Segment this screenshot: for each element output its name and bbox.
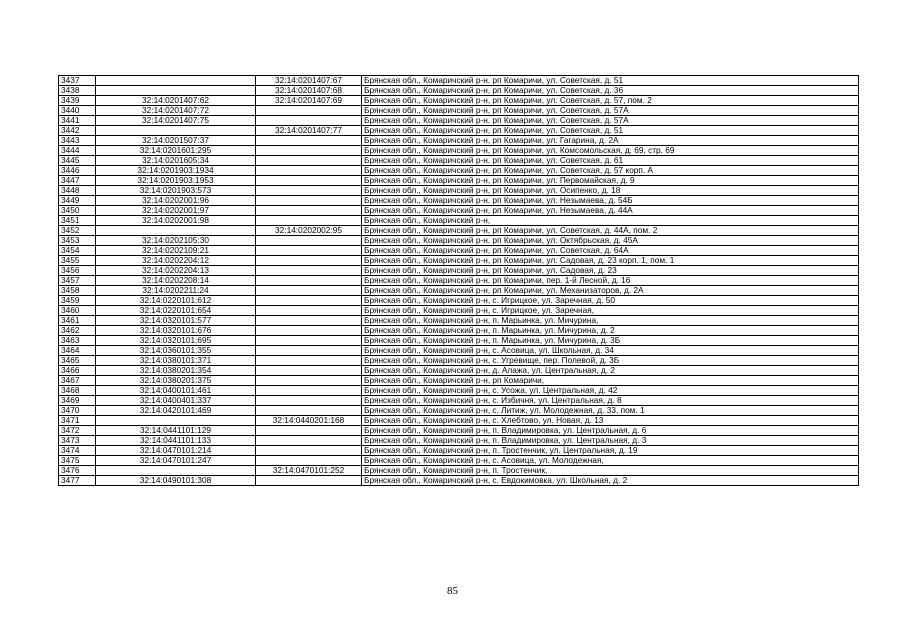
row-number-cell: 3472 xyxy=(59,426,96,436)
table-row xyxy=(59,126,859,136)
address-cell: Брянская обл., Комаричский р-н, п. Владимировка, ул. Центральная, д. 6 xyxy=(362,426,859,436)
table-row xyxy=(59,176,859,186)
cadastral-number-secondary-cell xyxy=(256,406,362,416)
registry-table-body xyxy=(59,76,859,486)
cadastral-number-secondary-cell xyxy=(256,346,362,356)
row-number-cell: 3453 xyxy=(59,236,96,246)
row-number-cell: 3457 xyxy=(59,276,96,286)
table-row xyxy=(59,356,859,366)
cadastral-number-cell: 32:14:0202001:97 xyxy=(96,206,256,216)
address-cell: Брянская обл., Комаричский р-н, п. Марьинка, ул. Мичурина, д. 2 xyxy=(362,326,859,336)
table-row xyxy=(59,266,859,276)
cadastral-number-secondary-cell: 32:14:0201407:67 xyxy=(256,76,362,86)
cadastral-number-cell: 32:14:0202105:30 xyxy=(96,236,256,246)
cadastral-number-cell: 32:14:0400401:337 xyxy=(96,396,256,406)
cadastral-number-cell xyxy=(96,416,256,426)
address-cell: Брянская обл., Комаричский р-н, п. Тростенчик, ул. Центральная, д. 19 xyxy=(362,446,859,456)
row-number-cell: 3441 xyxy=(59,116,96,126)
cadastral-number-secondary-cell xyxy=(256,166,362,176)
cadastral-number-secondary-cell xyxy=(256,206,362,216)
cadastral-number-secondary-cell xyxy=(256,356,362,366)
cadastral-number-secondary-cell xyxy=(256,186,362,196)
cadastral-number-secondary-cell xyxy=(256,216,362,226)
row-number-cell: 3455 xyxy=(59,256,96,266)
address-cell: Брянская обл., Комаричский р-н, с. Хлебтово, ул. Новая, д. 13 xyxy=(362,416,859,426)
cadastral-number-secondary-cell xyxy=(256,296,362,306)
cadastral-number-cell: 32:14:0202001:98 xyxy=(96,216,256,226)
address-cell: Брянская обл., Комаричский р-н, с. Игрицкое, ул. Заречная, xyxy=(362,306,859,316)
address-cell: Брянская обл., Комаричский р-н, рп Комаричи, ул. Комсомольская, д. 69, стр. 69 xyxy=(362,146,859,156)
table-row xyxy=(59,186,859,196)
address-cell: Брянская обл., Комаричский р-н, с. Евдокимовка, ул. Школьная, д. 2 xyxy=(362,476,859,486)
cadastral-number-secondary-cell xyxy=(256,436,362,446)
table-row xyxy=(59,436,859,446)
cadastral-number-secondary-cell xyxy=(256,316,362,326)
cadastral-number-secondary-cell xyxy=(256,136,362,146)
row-number-cell: 3439 xyxy=(59,96,96,106)
address-cell: Брянская обл., Комаричский р-н, с. Асовица, ул. Школьная, д. 34 xyxy=(362,346,859,356)
row-number-cell: 3469 xyxy=(59,396,96,406)
row-number-cell: 3451 xyxy=(59,216,96,226)
cadastral-number-secondary-cell: 32:14:0201407:77 xyxy=(256,126,362,136)
row-number-cell: 3465 xyxy=(59,356,96,366)
row-number-cell: 3446 xyxy=(59,166,96,176)
address-cell: Брянская обл., Комаричский р-н, рп Комаричи, ул. Советская, д. 57А xyxy=(362,116,859,126)
cadastral-number-secondary-cell xyxy=(256,446,362,456)
cadastral-number-secondary-cell xyxy=(256,176,362,186)
cadastral-number-cell xyxy=(96,226,256,236)
cadastral-number-cell: 32:14:0201903:1953 xyxy=(96,176,256,186)
address-cell: Брянская обл., Комаричский р-н, с. Угревище, пер. Полевой, д. 3Б xyxy=(362,356,859,366)
row-number-cell: 3448 xyxy=(59,186,96,196)
cadastral-number-cell: 32:14:0320101:577 xyxy=(96,316,256,326)
cadastral-number-secondary-cell: 32:14:0440201:168 xyxy=(256,416,362,426)
cadastral-number-secondary-cell xyxy=(256,456,362,466)
row-number-cell: 3442 xyxy=(59,126,96,136)
table-row xyxy=(59,316,859,326)
address-cell: Брянская обл., Комаричский р-н, рп Комаричи, ул. Советская, д. 36 xyxy=(362,86,859,96)
table-row xyxy=(59,476,859,486)
cadastral-number-secondary-cell: 32:14:0202002:95 xyxy=(256,226,362,236)
table-row xyxy=(59,86,859,96)
cadastral-number-cell: 32:14:0202204:13 xyxy=(96,266,256,276)
cadastral-number-cell: 32:14:0400101:461 xyxy=(96,386,256,396)
cadastral-number-secondary-cell xyxy=(256,256,362,266)
cadastral-number-cell xyxy=(96,76,256,86)
cadastral-number-cell: 32:14:0202109:21 xyxy=(96,246,256,256)
row-number-cell: 3440 xyxy=(59,106,96,116)
table-row xyxy=(59,256,859,266)
row-number-cell: 3463 xyxy=(59,336,96,346)
cadastral-number-secondary-cell: 32:14:0201407:69 xyxy=(256,96,362,106)
table-row xyxy=(59,196,859,206)
row-number-cell: 3477 xyxy=(59,476,96,486)
cadastral-number-secondary-cell xyxy=(256,196,362,206)
address-cell: Брянская обл., Комаричский р-н, рп Комаричи, ул. Механизаторов, д. 2А xyxy=(362,286,859,296)
address-cell: Брянская обл., Комаричский р-н, рп Комаричи, ул. Октябрьская, д. 45А xyxy=(362,236,859,246)
address-cell: Брянская обл., Комаричский р-н, с. Избичня, ул. Центральная, д. 8 xyxy=(362,396,859,406)
row-number-cell: 3468 xyxy=(59,386,96,396)
table-row xyxy=(59,206,859,216)
address-cell: Брянская обл., Комаричский р-н, рп Комаричи, ул. Советская, д. 57 корп. А xyxy=(362,166,859,176)
cadastral-number-cell: 32:14:0320101:695 xyxy=(96,336,256,346)
table-row xyxy=(59,116,859,126)
table-row xyxy=(59,456,859,466)
page-number: 85 xyxy=(447,585,458,597)
cadastral-number-cell: 32:14:0470101:247 xyxy=(96,456,256,466)
cadastral-number-cell: 32:14:0441101:133 xyxy=(96,436,256,446)
row-number-cell: 3449 xyxy=(59,196,96,206)
row-number-cell: 3470 xyxy=(59,406,96,416)
cadastral-number-secondary-cell xyxy=(256,276,362,286)
row-number-cell: 3459 xyxy=(59,296,96,306)
address-cell: Брянская обл., Комаричский р-н, рп Комаричи, ул. Советская, д. 57А xyxy=(362,106,859,116)
cadastral-number-cell: 32:14:0380201:375 xyxy=(96,376,256,386)
cadastral-number-cell: 32:14:0220101:654 xyxy=(96,306,256,316)
row-number-cell: 3438 xyxy=(59,86,96,96)
row-number-cell: 3474 xyxy=(59,446,96,456)
cadastral-number-secondary-cell: 32:14:0201407:68 xyxy=(256,86,362,96)
table-row xyxy=(59,466,859,476)
address-cell: Брянская обл., Комаричский р-н, с. Игрицкое, ул. Заречная, д. 50 xyxy=(362,296,859,306)
row-number-cell: 3452 xyxy=(59,226,96,236)
address-cell: Брянская обл., Комаричский р-н, рп Комаричи, пер. 1-й Лесной, д. 16 xyxy=(362,276,859,286)
table-row xyxy=(59,146,859,156)
table-row xyxy=(59,336,859,346)
row-number-cell: 3466 xyxy=(59,366,96,376)
address-cell: Брянская обл., Комаричский р-н, рп Комаричи, ул. Советская, д. 57, пом. 2 xyxy=(362,96,859,106)
cadastral-number-cell: 32:14:0360101:355 xyxy=(96,346,256,356)
address-cell: Брянская обл., Комаричский р-н, п. Владимировка, ул. Центральная, д. 3 xyxy=(362,436,859,446)
cadastral-number-secondary-cell xyxy=(256,396,362,406)
row-number-cell: 3464 xyxy=(59,346,96,356)
table-row xyxy=(59,246,859,256)
cadastral-number-cell: 32:14:0202001:96 xyxy=(96,196,256,206)
row-number-cell: 3467 xyxy=(59,376,96,386)
row-number-cell: 3475 xyxy=(59,456,96,466)
address-cell: Брянская обл., Комаричский р-н, рп Комаричи, ул. Первомайская, д. 9 xyxy=(362,176,859,186)
cadastral-number-secondary-cell xyxy=(256,116,362,126)
address-cell: Брянская обл., Комаричский р-н, рп Комаричи, ул. Осипенко, д. 18 xyxy=(362,186,859,196)
address-cell: Брянская обл., Комаричский р-н, рп Комаричи, ул. Советская, д. 64А xyxy=(362,246,859,256)
row-number-cell: 3458 xyxy=(59,286,96,296)
cadastral-number-secondary-cell xyxy=(256,246,362,256)
cadastral-number-cell: 32:14:0441101:129 xyxy=(96,426,256,436)
address-cell: Брянская обл., Комаричский р-н, рп Комаричи, ул. Незымаева, д. 44А xyxy=(362,206,859,216)
cadastral-number-cell: 32:14:0201601:295 xyxy=(96,146,256,156)
row-number-cell: 3447 xyxy=(59,176,96,186)
address-cell: Брянская обл., Комаричский р-н, рп Комаричи, ул. Незымаева, д. 54Б xyxy=(362,196,859,206)
cadastral-number-secondary-cell xyxy=(256,106,362,116)
table-row xyxy=(59,386,859,396)
table-row xyxy=(59,216,859,226)
address-cell: Брянская обл., Комаричский р-н, рп Комаричи, ул. Гагарина, д. 2А xyxy=(362,136,859,146)
address-cell: Брянская обл., Комаричский р-н, рп Комаричи, ул. Советская, д. 51 xyxy=(362,126,859,136)
cadastral-number-cell: 32:14:0201605:34 xyxy=(96,156,256,166)
address-cell: Брянская обл., Комаричский р-н, с. Асовица, ул. Молодежная, xyxy=(362,456,859,466)
cadastral-number-cell: 32:14:0470101:214 xyxy=(96,446,256,456)
table-row xyxy=(59,406,859,416)
row-number-cell: 3460 xyxy=(59,306,96,316)
cadastral-number-secondary-cell xyxy=(256,156,362,166)
cadastral-number-secondary-cell xyxy=(256,306,362,316)
address-cell: Брянская обл., Комаричский р-н, п. Тростенчик, xyxy=(362,466,859,476)
address-cell: Брянская обл., Комаричский р-н, xyxy=(362,216,859,226)
table-row xyxy=(59,376,859,386)
cadastral-number-cell: 32:14:0202211:24 xyxy=(96,286,256,296)
table-row xyxy=(59,276,859,286)
cadastral-number-cell: 32:14:0201903:1934 xyxy=(96,166,256,176)
cadastral-number-cell: 32:14:0380201:354 xyxy=(96,366,256,376)
cadastral-number-secondary-cell xyxy=(256,376,362,386)
table-row xyxy=(59,346,859,356)
table-row xyxy=(59,236,859,246)
cadastral-number-secondary-cell xyxy=(256,386,362,396)
cadastral-number-secondary-cell: 32:14:0470101:252 xyxy=(256,466,362,476)
table-row xyxy=(59,416,859,426)
row-number-cell: 3444 xyxy=(59,146,96,156)
row-number-cell: 3461 xyxy=(59,316,96,326)
address-cell: Брянская обл., Комаричский р-н, рп Комаричи, ул. Советская, д. 61 xyxy=(362,156,859,166)
table-row xyxy=(59,106,859,116)
cadastral-number-cell: 32:14:0201507:37 xyxy=(96,136,256,146)
row-number-cell: 3450 xyxy=(59,206,96,216)
table-row xyxy=(59,396,859,406)
cadastral-number-secondary-cell xyxy=(256,146,362,156)
cadastral-number-cell: 32:14:0220101:612 xyxy=(96,296,256,306)
table-row xyxy=(59,96,859,106)
table-row xyxy=(59,226,859,236)
cadastral-number-secondary-cell xyxy=(256,426,362,436)
row-number-cell: 3456 xyxy=(59,266,96,276)
address-cell: Брянская обл., Комаричский р-н, с. Усожа, ул. Центральная, д. 42 xyxy=(362,386,859,396)
table-row xyxy=(59,446,859,456)
address-cell: Брянская обл., Комаричский р-н, д. Алажа, ул. Центральная, д. 2 xyxy=(362,366,859,376)
cadastral-number-secondary-cell xyxy=(256,266,362,276)
row-number-cell: 3443 xyxy=(59,136,96,146)
cadastral-number-secondary-cell xyxy=(256,336,362,346)
row-number-cell: 3462 xyxy=(59,326,96,336)
row-number-cell: 3476 xyxy=(59,466,96,476)
property-registry-table xyxy=(58,75,859,486)
address-cell: Брянская обл., Комаричский р-н, рп Комаричи, ул. Советская, д. 44А, пом. 2 xyxy=(362,226,859,236)
table-row xyxy=(59,326,859,336)
cadastral-number-cell xyxy=(96,86,256,96)
cadastral-number-secondary-cell xyxy=(256,366,362,376)
cadastral-number-cell: 32:14:0201407:72 xyxy=(96,106,256,116)
table-row xyxy=(59,366,859,376)
table-row xyxy=(59,166,859,176)
row-number-cell: 3454 xyxy=(59,246,96,256)
address-cell: Брянская обл., Комаричский р-н, рп Комаричи, xyxy=(362,376,859,386)
row-number-cell: 3471 xyxy=(59,416,96,426)
address-cell: Брянская обл., Комаричский р-н, п. Марьинка, ул. Мичурина, д. 3Б xyxy=(362,336,859,346)
cadastral-number-cell: 32:14:0380101:371 xyxy=(96,356,256,366)
address-cell: Брянская обл., Комаричский р-н, п. Марьинка, ул. Мичурина, xyxy=(362,316,859,326)
cadastral-number-cell: 32:14:0202204:12 xyxy=(96,256,256,266)
address-cell: Брянская обл., Комаричский р-н, рп Комаричи, ул. Садовая, д. 23 xyxy=(362,266,859,276)
row-number-cell: 3445 xyxy=(59,156,96,166)
cadastral-number-secondary-cell xyxy=(256,236,362,246)
cadastral-number-cell: 32:14:0202208:14 xyxy=(96,276,256,286)
table-row xyxy=(59,286,859,296)
cadastral-number-secondary-cell xyxy=(256,286,362,296)
cadastral-number-cell: 32:14:0320101:676 xyxy=(96,326,256,336)
cadastral-number-cell: 32:14:0420101:469 xyxy=(96,406,256,416)
address-cell: Брянская обл., Комаричский р-н, с. Литиж, ул. Молодежная, д. 33, пом. 1 xyxy=(362,406,859,416)
table-row xyxy=(59,156,859,166)
table-row xyxy=(59,296,859,306)
address-cell: Брянская обл., Комаричский р-н, рп Комаричи, ул. Садовая, д. 23 корп. 1, пом. 1 xyxy=(362,256,859,266)
cadastral-number-cell xyxy=(96,466,256,476)
table-row xyxy=(59,426,859,436)
table-row xyxy=(59,136,859,146)
cadastral-number-cell: 32:14:0201407:75 xyxy=(96,116,256,126)
cadastral-number-secondary-cell xyxy=(256,476,362,486)
table-row xyxy=(59,76,859,86)
cadastral-number-cell xyxy=(96,126,256,136)
cadastral-number-cell: 32:14:0201407:62 xyxy=(96,96,256,106)
row-number-cell: 3473 xyxy=(59,436,96,446)
address-cell: Брянская обл., Комаричский р-н, рп Комаричи, ул. Советская, д. 51 xyxy=(362,76,859,86)
cadastral-number-cell: 32:14:0201903:573 xyxy=(96,186,256,196)
row-number-cell: 3437 xyxy=(59,76,96,86)
cadastral-number-secondary-cell xyxy=(256,326,362,336)
table-row xyxy=(59,306,859,316)
cadastral-number-cell: 32:14:0490101:308 xyxy=(96,476,256,486)
